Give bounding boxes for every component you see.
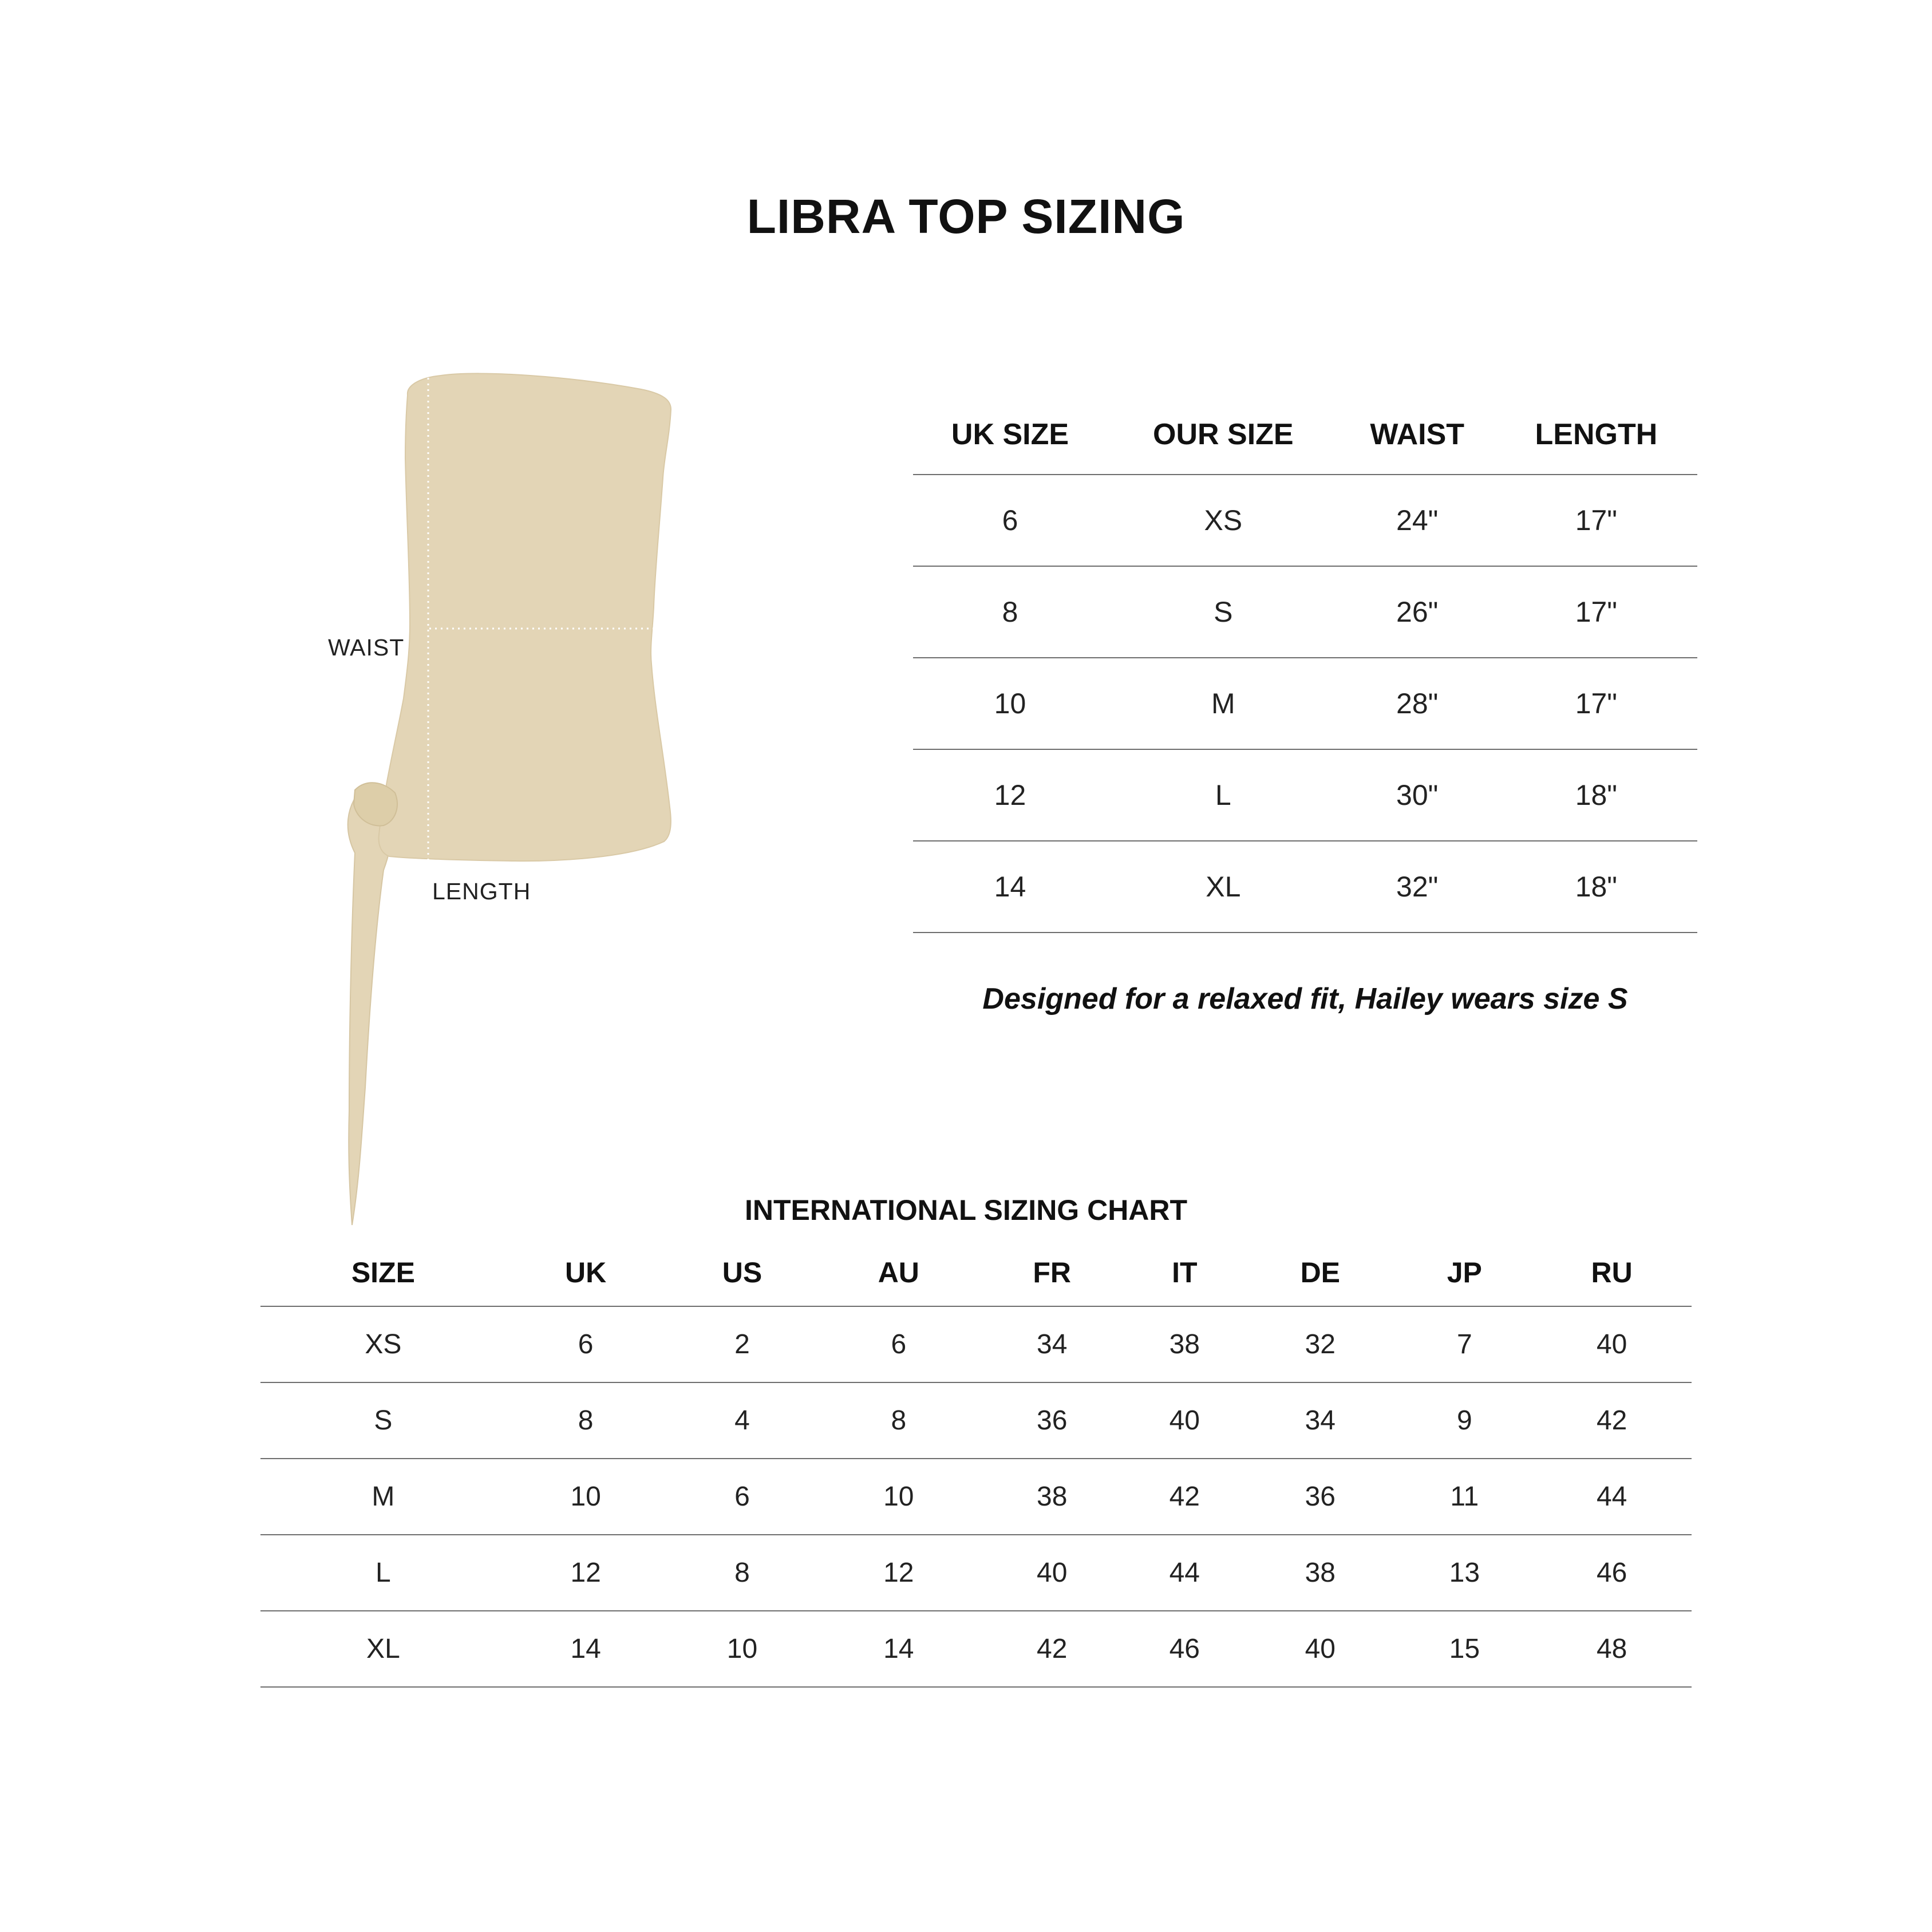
table-cell: 24": [1340, 475, 1495, 566]
fit-note: Designed for a relaxed fit, Hailey wears size S: [982, 982, 1628, 1016]
table-cell: 26": [1340, 566, 1495, 658]
header-au: AU: [878, 1257, 919, 1289]
table-cell: 14: [819, 1611, 978, 1687]
table-cell: XL: [1107, 841, 1340, 933]
table-cell: 10: [506, 1459, 666, 1535]
header-length: LENGTH: [1535, 418, 1658, 451]
table-cell: L: [1107, 749, 1340, 841]
table-row: [913, 475, 1697, 566]
table-cell: 34: [1243, 1382, 1397, 1459]
strapless-top-image: [321, 355, 779, 1236]
table-cell: XL: [260, 1611, 506, 1687]
table-row: [913, 841, 1697, 933]
table-row: [913, 749, 1697, 841]
table-cell: 28": [1340, 658, 1495, 749]
table-row: [260, 1382, 1692, 1459]
table-cell: 10: [819, 1459, 978, 1535]
table-cell: 44: [1125, 1535, 1243, 1611]
header-size: SIZE: [351, 1257, 415, 1289]
header-waist: WAIST: [1370, 418, 1465, 451]
table-cell: 10: [665, 1611, 819, 1687]
table-cell: 48: [1532, 1611, 1692, 1687]
table-cell: 10: [913, 658, 1107, 749]
table-cell: 30": [1340, 749, 1495, 841]
table-cell: 18": [1495, 841, 1697, 933]
table-cell: 18": [1495, 749, 1697, 841]
table-cell: 34: [978, 1306, 1125, 1382]
table-cell: 17": [1495, 658, 1697, 749]
table-cell: 38: [1125, 1306, 1243, 1382]
header-us: US: [722, 1257, 762, 1289]
table-row: [260, 1306, 1692, 1382]
table-cell: 38: [978, 1459, 1125, 1535]
table-cell: 7: [1397, 1306, 1532, 1382]
table-cell: 2: [665, 1306, 819, 1382]
table-cell: 40: [1532, 1306, 1692, 1382]
header-fr: FR: [1033, 1257, 1072, 1289]
table-cell: 15: [1397, 1611, 1532, 1687]
size-table: [913, 395, 1697, 933]
table-cell: 8: [665, 1535, 819, 1611]
table-cell: 36: [1243, 1459, 1397, 1535]
table-row: [913, 658, 1697, 749]
table-cell: 6: [913, 475, 1107, 566]
table-cell: 6: [665, 1459, 819, 1535]
table-row: [260, 1611, 1692, 1687]
table-cell: 42: [978, 1611, 1125, 1687]
table-cell: 17": [1495, 475, 1697, 566]
table-cell: 38: [1243, 1535, 1397, 1611]
table-cell: M: [1107, 658, 1340, 749]
header-jp: JP: [1447, 1257, 1482, 1289]
intl-chart-title: INTERNATIONAL SIZING CHART: [744, 1194, 1188, 1226]
header-uk-size: UK SIZE: [951, 418, 1069, 451]
table-cell: L: [260, 1535, 506, 1611]
table-cell: 6: [819, 1306, 978, 1382]
table-cell: XS: [1107, 475, 1340, 566]
table-cell: 36: [978, 1382, 1125, 1459]
table-cell: 14: [506, 1611, 666, 1687]
size-table-header-row: [913, 395, 1697, 475]
table-cell: 4: [665, 1382, 819, 1459]
length-label: LENGTH: [432, 878, 531, 904]
table-cell: 40: [978, 1535, 1125, 1611]
header-de: DE: [1300, 1257, 1341, 1289]
table-row: [260, 1459, 1692, 1535]
table-cell: 32: [1243, 1306, 1397, 1382]
table-cell: 17": [1495, 566, 1697, 658]
table-cell: 12: [506, 1535, 666, 1611]
table-cell: XS: [260, 1306, 506, 1382]
table-cell: 40: [1125, 1382, 1243, 1459]
table-cell: 8: [913, 566, 1107, 658]
table-cell: 11: [1397, 1459, 1532, 1535]
table-cell: 8: [819, 1382, 978, 1459]
header-uk: UK: [565, 1257, 607, 1289]
table-cell: S: [1107, 566, 1340, 658]
table-cell: 32": [1340, 841, 1495, 933]
table-cell: 9: [1397, 1382, 1532, 1459]
table-cell: 44: [1532, 1459, 1692, 1535]
header-ru: RU: [1591, 1257, 1633, 1289]
table-cell: 13: [1397, 1535, 1532, 1611]
intl-table-header-row: [260, 1239, 1692, 1306]
table-cell: 14: [913, 841, 1107, 933]
table-cell: 12: [913, 749, 1107, 841]
table-cell: 46: [1532, 1535, 1692, 1611]
header-it: IT: [1172, 1257, 1198, 1289]
table-row: [260, 1535, 1692, 1611]
table-cell: M: [260, 1459, 506, 1535]
table-cell: 40: [1243, 1611, 1397, 1687]
tie-strap: [348, 790, 392, 1225]
table-cell: S: [260, 1382, 506, 1459]
table-cell: 8: [506, 1382, 666, 1459]
table-cell: 42: [1125, 1459, 1243, 1535]
table-cell: 46: [1125, 1611, 1243, 1687]
table-cell: 12: [819, 1535, 978, 1611]
waist-label: WAIST: [328, 634, 405, 661]
table-row: [913, 566, 1697, 658]
table-cell: 6: [506, 1306, 666, 1382]
header-our-size: OUR SIZE: [1153, 418, 1294, 451]
garment-illustration: [321, 355, 779, 1236]
table-cell: 42: [1532, 1382, 1692, 1459]
page-title: LIBRA TOP SIZING: [746, 189, 1186, 243]
intl-size-table: [260, 1239, 1692, 1688]
top-body: [379, 373, 671, 861]
